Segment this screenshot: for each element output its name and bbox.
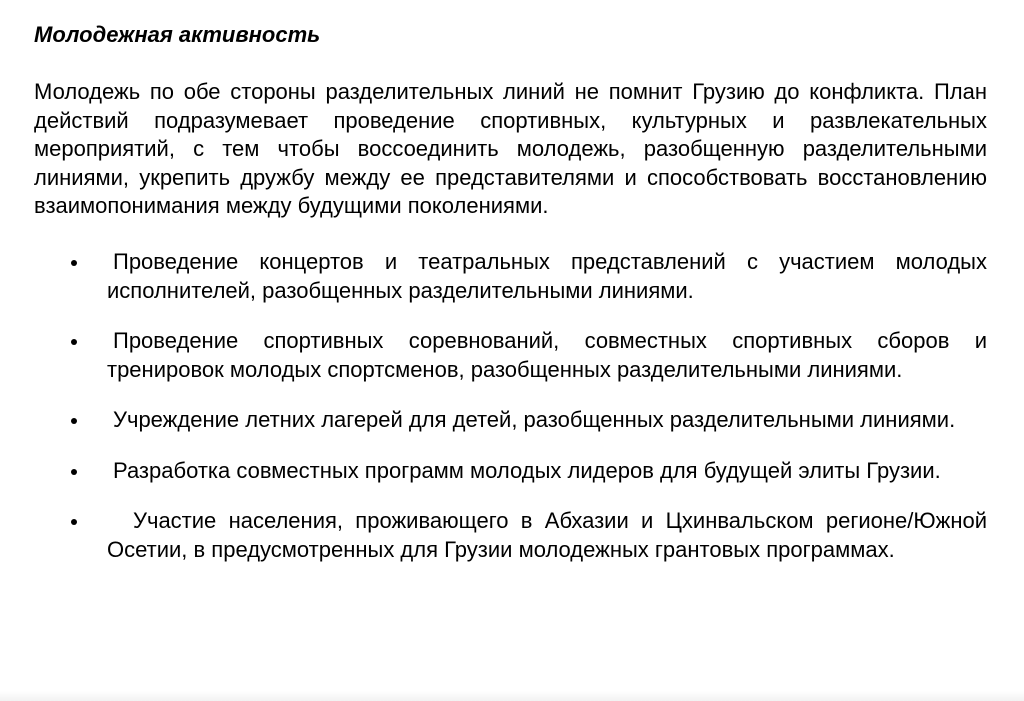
list-item-text: Разработка совместных программ молодых лидеров для будущей элиты Грузии. [113,457,941,483]
list-item-text: Проведение спортивных соревнований, совместных спортивных сборов и тренировок молодых спортсменов, разобщенных разделительными линиями. [107,328,987,382]
section-heading: Молодежная активность [34,22,321,47]
bullet-icon [71,260,77,266]
bullet-icon [71,519,77,525]
bullet-list [0,248,1024,586]
list-item [0,457,1024,486]
bullet-icon [71,469,77,475]
list-item [0,327,1024,384]
list-item-text: Проведение концертов и театральных представлений с участием молодых исполнителей, разобщенных разделительными линиями. [107,249,987,303]
page-bottom-edge [0,691,1024,701]
list-item-text: Участие населения, проживающего в Абхазии и Цхинвальском регионе/Южной Осетии, в предусмотренных для Грузии молодежных грантовых программах. [107,508,987,562]
list-item [0,248,1024,305]
list-item [0,406,1024,435]
list-item [0,507,1024,564]
bullet-icon [71,339,77,345]
intro-paragraph: Молодежь по обе стороны разделительных линий не помнит Грузию до конфликта. План действий подразумевает проведение спортивных, культурных и развлекательных мероприятий, с тем чтобы воссоединить молодежь, разобщенную разделительными линиями, укрепить дружбу между ее представителями и способствовать восстановлению взаимопонимания между будущими поколениями. [34,79,987,218]
list-item-text: Учреждение летних лагерей для детей, разобщенных разделительными линиями. [113,407,956,432]
bullet-icon [71,418,77,424]
